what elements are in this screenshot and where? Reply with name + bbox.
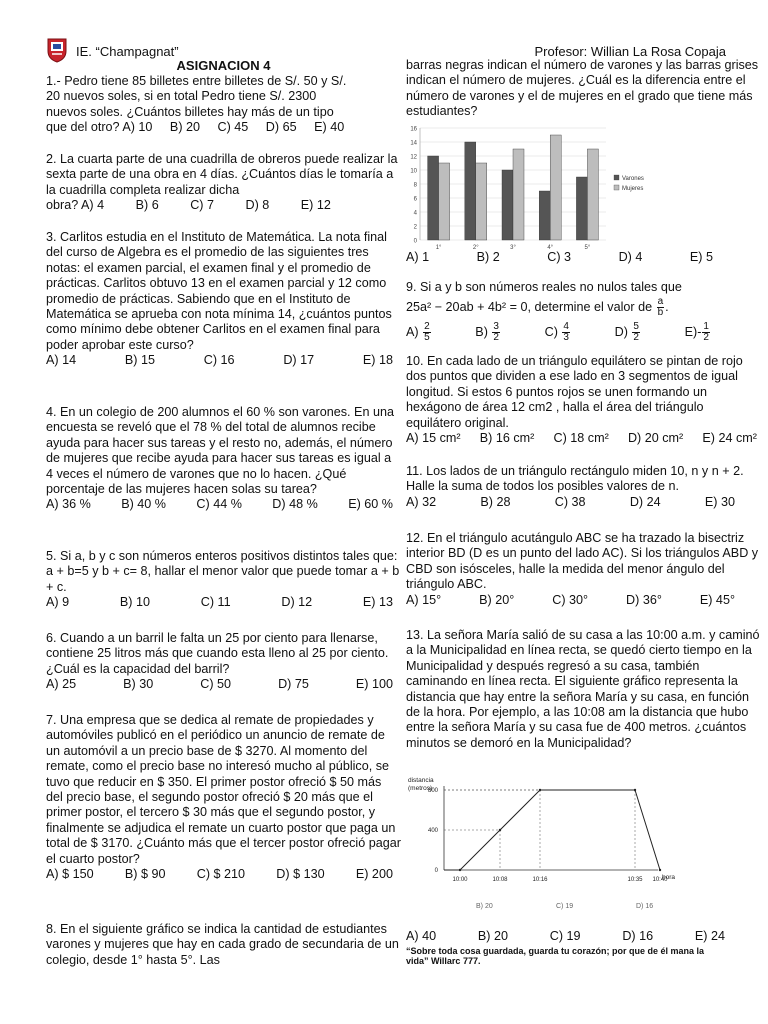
question-4-options: [46, 497, 401, 512]
option: B) 2: [476, 250, 500, 264]
option: E) 5: [689, 250, 713, 264]
data-point: [499, 829, 501, 831]
option: D) $ 130: [276, 867, 325, 882]
option: E) 24: [694, 929, 725, 943]
question-8-text: 8. En el siguiente gráfico se indica la cantidad de estudiantes varones y mujeres que hay en cada grado de secundaria de un colegio, desde 1° hasta 5°. Las: [46, 922, 399, 967]
y-tick-label: 400: [427, 828, 438, 834]
option: A) 15°: [406, 592, 442, 607]
option: B) 16 cm²: [479, 431, 535, 446]
bar-mujeres: [476, 163, 487, 240]
inner-option: B) 20: [476, 903, 493, 910]
bar-varones: [428, 156, 439, 240]
option: E) 18: [362, 353, 393, 368]
question-4-text: 4. En un colegio de 200 alumnos el 60 % son varones. En una encuesta se reveló que el 78 % del total de alumnos recibe ayuda para hacer sus tareas y el resto no, además, el número de mujeres que recibe ayuda para hacer sus tareas es igual a 4 veces el número de varones que no lo hacen. ¿Qué porcentaje de las mujeres hacen solas su tarea?: [46, 405, 394, 497]
option: D) 12: [281, 595, 313, 610]
legend-label: Varones: [622, 176, 644, 182]
option: B) 20°: [479, 592, 515, 607]
question-11-text: 11. Los lados de un triángulo rectángulo miden 10, n y n + 2. Halle la suma de todos los posibles valores de n.: [406, 464, 744, 494]
bar-mujeres: [550, 135, 561, 240]
option: D) 4: [618, 250, 643, 264]
question-13: [406, 628, 761, 751]
option: E) 13: [362, 595, 393, 610]
option: C) 50: [200, 677, 232, 692]
question-3-options: [46, 353, 401, 368]
legend-swatch: [614, 175, 619, 180]
question-12: [406, 531, 761, 608]
question-6-text: 6. Cuando a un barril le falta un 25 por ciento para llenarse, contiene 25 litros más que cuando esta lleno al 25 por ciento. ¿Cuál es la capacidad del barril?: [46, 631, 389, 676]
question-1: 1.- Pedro tiene 85 billetes entre billetes de S/. 50 y S/. 20 nuevos soles, si en total Pedro tiene S/. 2300 nuevos soles. ¿Cuántos billetes hay más de un tipo que del otro? A) 10 B) 20 C) 45 D) 65 E) 40: [46, 74, 347, 135]
bar-varones: [502, 170, 513, 240]
question-2-text: 2. La cuarta parte de una cuadrilla de obreros puede realizar la sexta parte de una obra en 4 días. ¿Cuántos días le tomaría a la cuadrilla completa realizar dicha: [46, 152, 398, 197]
option: B) 15: [124, 353, 155, 368]
option: C) 44 %: [196, 497, 242, 512]
option: D) $\frac{5}{2}$: [614, 321, 639, 344]
question-13-text: 13. La señora María salió de su casa a las 10:00 a.m. y caminó a la Municipalidad en línea recta, se quedó cierto tiempo en la Municipalidad y después regresó a su casa, también caminando en línea recta. El siguiente gráfico representa la distancia que hay entre la señora María y su casa, en función de la hora. Por ejemplo, a las 10:08 am la distancia que hubo entre la señora María y su casa fue de 400 metros. ¿cuántos minutos se demoró en la Municipalidad?: [406, 628, 760, 750]
option: A) 25: [46, 677, 77, 692]
question-12-text: 12. En el triángulo acutángulo ABC se ha trazado la bisectriz interior BD (D es un punto del lado AC). Si los triángulos ABD y CBD son isósceles, halle la medida del menor ángulo del triángulo ABC.: [406, 531, 759, 592]
option: B) 40 %: [121, 497, 167, 512]
question-5: [46, 549, 401, 611]
option: A) 14: [46, 353, 77, 368]
option: D) 36°: [626, 592, 662, 607]
question-6: [46, 631, 401, 693]
question-13-options: [406, 929, 761, 944]
data-point: [659, 869, 661, 871]
bar-varones: [465, 142, 476, 240]
distance-time-chart: [406, 774, 726, 914]
option: D) 17: [283, 353, 315, 368]
x-tick-label: 5°: [584, 245, 591, 250]
y-tick-label: 6: [413, 196, 417, 203]
question-9: 9. Si a y b son números reales no nulos tales que 25a² − 20ab + 4b² = 0, determine el valor de $\frac{a}{b}$ . A) $\frac{2}{5}$ B) $\frac{3}{2}$ C) $\frac{4}{3}$ D) $\frac{5}{2}$ E)- $\frac{1}{2}$: [406, 280, 761, 343]
question-8-continuation: barras negras indican el número de varones y las barras grises indican el número de mujeres. ¿Cuál es la diferencia entre el número de varones y el de mujeres en el grado que tiene más estudiantes?: [406, 58, 759, 119]
x-tick-label: 4°: [547, 245, 554, 250]
y-axis-subtitle: (metros): [408, 785, 433, 792]
y-tick-label: 2: [413, 224, 417, 231]
question-7-text: 7. Una empresa que se dedica al remate de propiedades y automóviles publicó en el periódico un anuncio de remate de un automóvil a un precio base de $ 3270. Al momento del remate, como el precio base no interesó mucho al público, se tuvo que reducir en $ 350. El primer postor ofreció $ 50 más del precio base, el segundo postor ofreció $ 20 más que el primer postor, el tercero $ 30 más que el segundo postor, y finalmente se adjudica el remate un cuarto postor que paga un total de $ 3170. ¿Cuánto más que el tercer postor ofreció pagar el cuarto postor?: [46, 713, 401, 866]
option: D) 48 %: [272, 497, 318, 512]
question-8-options: [406, 250, 761, 265]
option: D) 24: [629, 494, 661, 509]
option: A) 40: [406, 929, 437, 943]
question-10-options: [406, 431, 761, 446]
x-tick-label: 10:16: [532, 877, 548, 883]
option: E) 100: [355, 677, 393, 692]
data-point: [539, 789, 541, 791]
option: E) 30: [704, 494, 735, 509]
option: D) 75: [278, 677, 309, 692]
option: D) 16: [622, 929, 654, 943]
question-2-options: obra? A) 4 B) 6 C) 7 D) 8 E) 12: [46, 198, 331, 213]
x-axis-title: hora: [662, 874, 676, 881]
option: A) 32: [406, 494, 437, 509]
school-name: IE. “Champagnat”: [76, 44, 179, 59]
question-12-options: [406, 593, 761, 608]
question-3-text: 3. Carlitos estudia en el Instituto de Matemática. La nota final del curso de Algebra es el promedio de las siguientes tres notas: el examen parcial, el examen final y el promedio de prácticas. Carlitos obtuvo 13 en el examen parcial y 12 como promedio de prácticas. Sabiendo que en el Instituto de Matemática se aprueba con nota mínima 14, ¿cuántos puntos como mínimo debe obtener Carlitos en el examen final para poder aprobar este curso?: [46, 230, 392, 352]
assignment-title: ASIGNACION 4: [176, 58, 271, 73]
option: C) 11: [200, 595, 231, 610]
question-11: [406, 464, 761, 510]
option: B) 28: [480, 494, 511, 509]
closing-quote: “Sobre toda cosa guardada, guarda tu corazón; por que de él mana la vida” Willarc 777.: [406, 946, 705, 966]
question-8: [46, 922, 401, 968]
option: D) 20 cm²: [627, 431, 684, 446]
question-4: [46, 405, 401, 513]
option: C) 38: [554, 494, 586, 509]
question-10: [406, 354, 761, 446]
option: C) 18 cm²: [553, 431, 609, 446]
option: C) $\frac{4}{3}$: [544, 321, 569, 344]
y-tick-label: 0: [413, 238, 417, 245]
question-3: [46, 230, 401, 369]
x-tick-label: 10:08: [492, 877, 508, 883]
bar-varones: [576, 177, 587, 240]
option: E) 24 cm²: [702, 431, 757, 446]
option: B) 20: [477, 929, 508, 943]
x-tick-label: 10:00: [452, 877, 468, 883]
option: C) 19: [549, 929, 581, 943]
students-bar-chart: [406, 124, 666, 250]
y-tick-label: 800: [427, 788, 438, 794]
legend-label: Mujeres: [622, 186, 644, 192]
question-9-text: 9. Si a y b son números reales no nulos tales que: [406, 280, 682, 294]
option: C) 16: [203, 353, 235, 368]
question-5-options: [46, 595, 401, 610]
y-axis-title: distancia: [408, 777, 434, 784]
option: C) $ 210: [196, 867, 246, 882]
option: C) 3: [547, 250, 572, 264]
fraction: $\frac{a}{b}$: [657, 296, 664, 319]
option: C) 30°: [552, 592, 589, 607]
y-tick-label: 8: [413, 182, 417, 189]
y-tick-label: 10: [410, 168, 417, 175]
data-point: [634, 789, 636, 791]
x-tick-label: 1°: [435, 245, 442, 250]
option: A) $ 150: [46, 867, 94, 882]
inner-option: D) 16: [636, 903, 654, 910]
option: A) 36 %: [46, 497, 91, 512]
option: B) $\frac{3}{2}$: [475, 321, 499, 344]
option: E) 45°: [699, 592, 735, 607]
question-9-equation: 25a² − 20ab + 4b² = 0, determine el valor de: [406, 300, 653, 315]
question-11-options: [406, 495, 761, 510]
question-9-options: [406, 322, 761, 343]
option: B) 10: [119, 595, 150, 610]
legend-swatch: [614, 185, 619, 190]
option: B) $ 90: [124, 867, 166, 882]
option: E)- $\frac{1}{2}$: [684, 321, 709, 344]
y-tick-label: 0: [434, 868, 438, 874]
y-tick-label: 4: [413, 210, 417, 217]
option: B) 30: [123, 677, 154, 692]
question-10-text: 10. En cada lado de un triángulo equilátero se pintan de rojo dos puntos que dividen a ese lado en 3 segmentos de igual longitud. Si estos 6 puntos rojos se unen formando un hexágono de área 12 cm2 , halla el área del triángulo equilátero original.: [406, 354, 743, 430]
inner-option: C) 19: [556, 903, 574, 910]
x-tick-label: 2°: [472, 245, 479, 250]
question-6-options: [46, 677, 401, 692]
x-tick-label: 10:35: [627, 877, 643, 883]
question-5-text: 5. Si a, b y c son números enteros positivos distintos tales que: a + b=5 y b + c= 8, hallar el menor valor que puede tomar a + b + c.: [46, 549, 400, 594]
data-point: [459, 869, 461, 871]
option: E) 60 %: [348, 497, 393, 512]
teacher-name: Profesor: Willian La Rosa Copaja: [534, 44, 726, 59]
x-tick-label: 3°: [510, 245, 516, 250]
bar-mujeres: [587, 149, 598, 240]
y-tick-label: 14: [410, 140, 417, 147]
option: A) $\frac{2}{5}$: [406, 321, 430, 344]
bar-mujeres: [439, 163, 450, 240]
option: A) 1: [406, 250, 430, 264]
bar-varones: [539, 191, 550, 240]
option: E) 200: [355, 867, 393, 882]
option: A) 9: [46, 595, 70, 610]
x-tick-label: 10:40: [652, 877, 668, 883]
bar-mujeres: [513, 149, 524, 240]
question-2: [46, 152, 401, 214]
y-tick-label: 16: [410, 126, 417, 133]
option: A) 15 cm²: [406, 431, 461, 446]
question-7-options: [46, 867, 401, 882]
question-7: [46, 713, 401, 882]
y-tick-label: 12: [410, 154, 417, 161]
